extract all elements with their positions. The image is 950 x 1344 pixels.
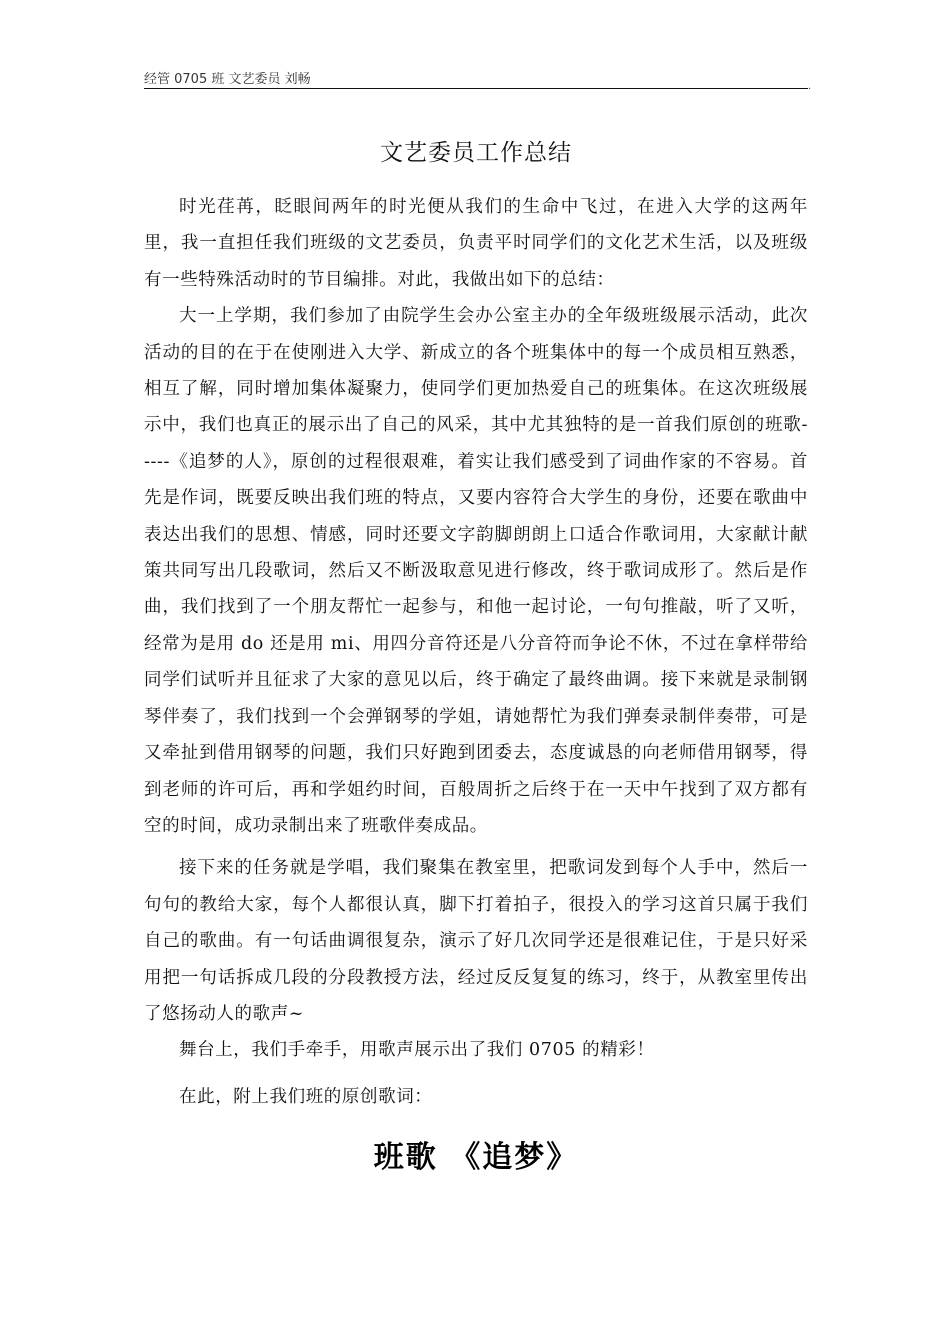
header-mark: .	[808, 81, 812, 92]
header-rule	[144, 88, 808, 89]
song-title: 班歌 《追梦》	[373, 1140, 579, 1175]
page-header: 经管 0705 班 文艺委员 刘畅	[144, 72, 311, 87]
document-title: 文艺委员工作总结	[380, 140, 572, 166]
paragraph-learning: 接下来的任务就是学唱，我们聚集在教室里，把歌词发到每个人手中，然后一句句的教给大家，每个人都很认真，脚下打着拍子，很投入的学习这首只属于我们自己的歌曲。有一句话曲调很复杂，演示了好几次同学还是很难记住，于是只好采用把一句话拆成几段的分段教授方法，经过反反复复的练习，终于，从教室里传出了悠扬动人的歌声~	[144, 858, 808, 1024]
paragraph-stage: 舞台上，我们手牵手，用歌声展示出了我们 0705 的精彩！	[179, 1040, 655, 1061]
paragraph-intro: 时光荏苒，眨眼间两年的时光便从我们的生命中飞过，在进入大学的这两年里，我一直担任我们班级的文艺委员，负责平时同学们的文化艺术生活，以及班级有一些特殊活动时的节目编排。对此，我做出如下的总结：	[144, 197, 808, 290]
paragraph-lyrics-intro: 在此，附上我们班的原创歌词：	[179, 1086, 433, 1107]
paragraph-class-song: 大一上学期，我们参加了由院学生会办公室主办的全年级班级展示活动，此次活动的目的在于在使刚进入大学、新成立的各个班集体中的每一个成员相互熟悉，相互了解，同时增加集体凝聚力，使同学们更加热爱自己的班集体。在这次班级展示中，我们也真正的展示出了自己的风采，其中尤其独特的是一首我们原创的班歌-----《追梦的人》，原创的过程很艰难，着实让我们感受到了词曲作家的不容易。首先是作词，既要反映出我们班的特点，又要内容符合大学生的身份，还要在歌曲中表达出我们的思想、情感，同时还要文字韵脚朗朗上口适合作歌词用，大家献计献策共同写出几段歌词，然后又不断汲取意见进行修改，终于歌词成形了。然后是作曲，我们找到了一个朋友帮忙一起参与，和他一起讨论，一句句推敲，听了又听，经常为是用 do 还是用 mi、用四分音符还是八分音符而争论不休，不过在拿样带给同学们试听并且征求了大家的意见以后，终于确定了最终曲调。接下来就是录制钢琴伴奏了，我们找到一个会弹钢琴的学姐，请她帮忙为我们弹奏录制伴奏带，可是又牵扯到借用钢琴的问题，我们只好跑到团委去，态度诚恳的向老师借用钢琴，得到老师的许可后，再和学姐约时间，百般周折之后终于在一天中午找到了双方都有空的时间，成功录制出来了班歌伴奏成品。	[144, 306, 808, 836]
document-body	[144, 189, 808, 1115]
